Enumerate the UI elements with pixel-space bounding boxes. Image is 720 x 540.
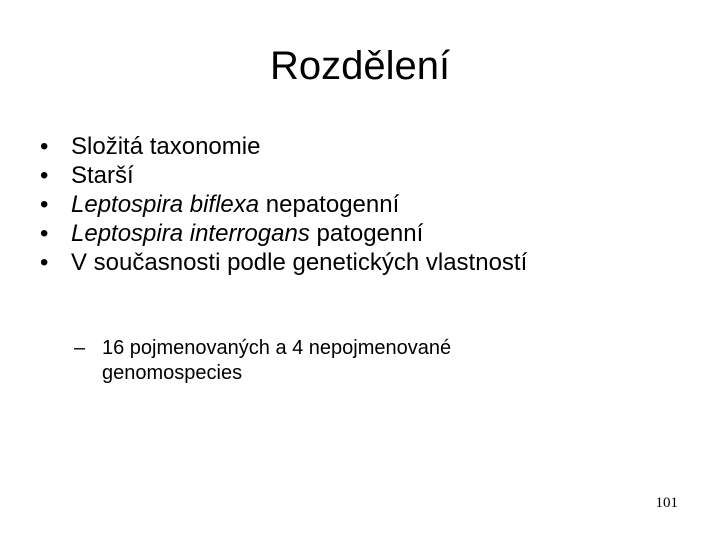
page-number: 101 bbox=[655, 495, 678, 511]
bullet-text: Složitá taxonomie bbox=[71, 133, 261, 160]
bullet-text: nepatogenní bbox=[259, 191, 400, 218]
bullet-marker: • bbox=[40, 249, 49, 276]
sub-bullet bbox=[74, 336, 574, 386]
sub-bullet-marker: – bbox=[74, 337, 86, 359]
bullet-marker: • bbox=[40, 162, 49, 189]
bullet-item bbox=[40, 219, 680, 248]
sub-bullet-text: 16 pojmenovaných a 4 nepojmenované genomospecies bbox=[102, 337, 452, 384]
bullet-italic-text: Leptospira interrogans bbox=[71, 220, 310, 247]
bullet-item bbox=[40, 248, 680, 277]
bullet-item bbox=[40, 161, 680, 190]
bullet-list bbox=[40, 132, 680, 277]
bullet-text: patogenní bbox=[309, 220, 424, 247]
bullet-item bbox=[40, 190, 680, 219]
bullet-item bbox=[40, 132, 680, 161]
bullet-marker: • bbox=[40, 191, 49, 218]
bullet-italic-text: Leptospira biflexa bbox=[71, 191, 260, 218]
bullet-marker: • bbox=[40, 220, 49, 247]
bullet-marker: • bbox=[40, 133, 49, 160]
bullet-text: V současnosti podle genetických vlastností bbox=[71, 249, 528, 276]
bullet-text: Starší bbox=[71, 162, 134, 189]
slide-title: Rozdělení bbox=[269, 44, 451, 88]
